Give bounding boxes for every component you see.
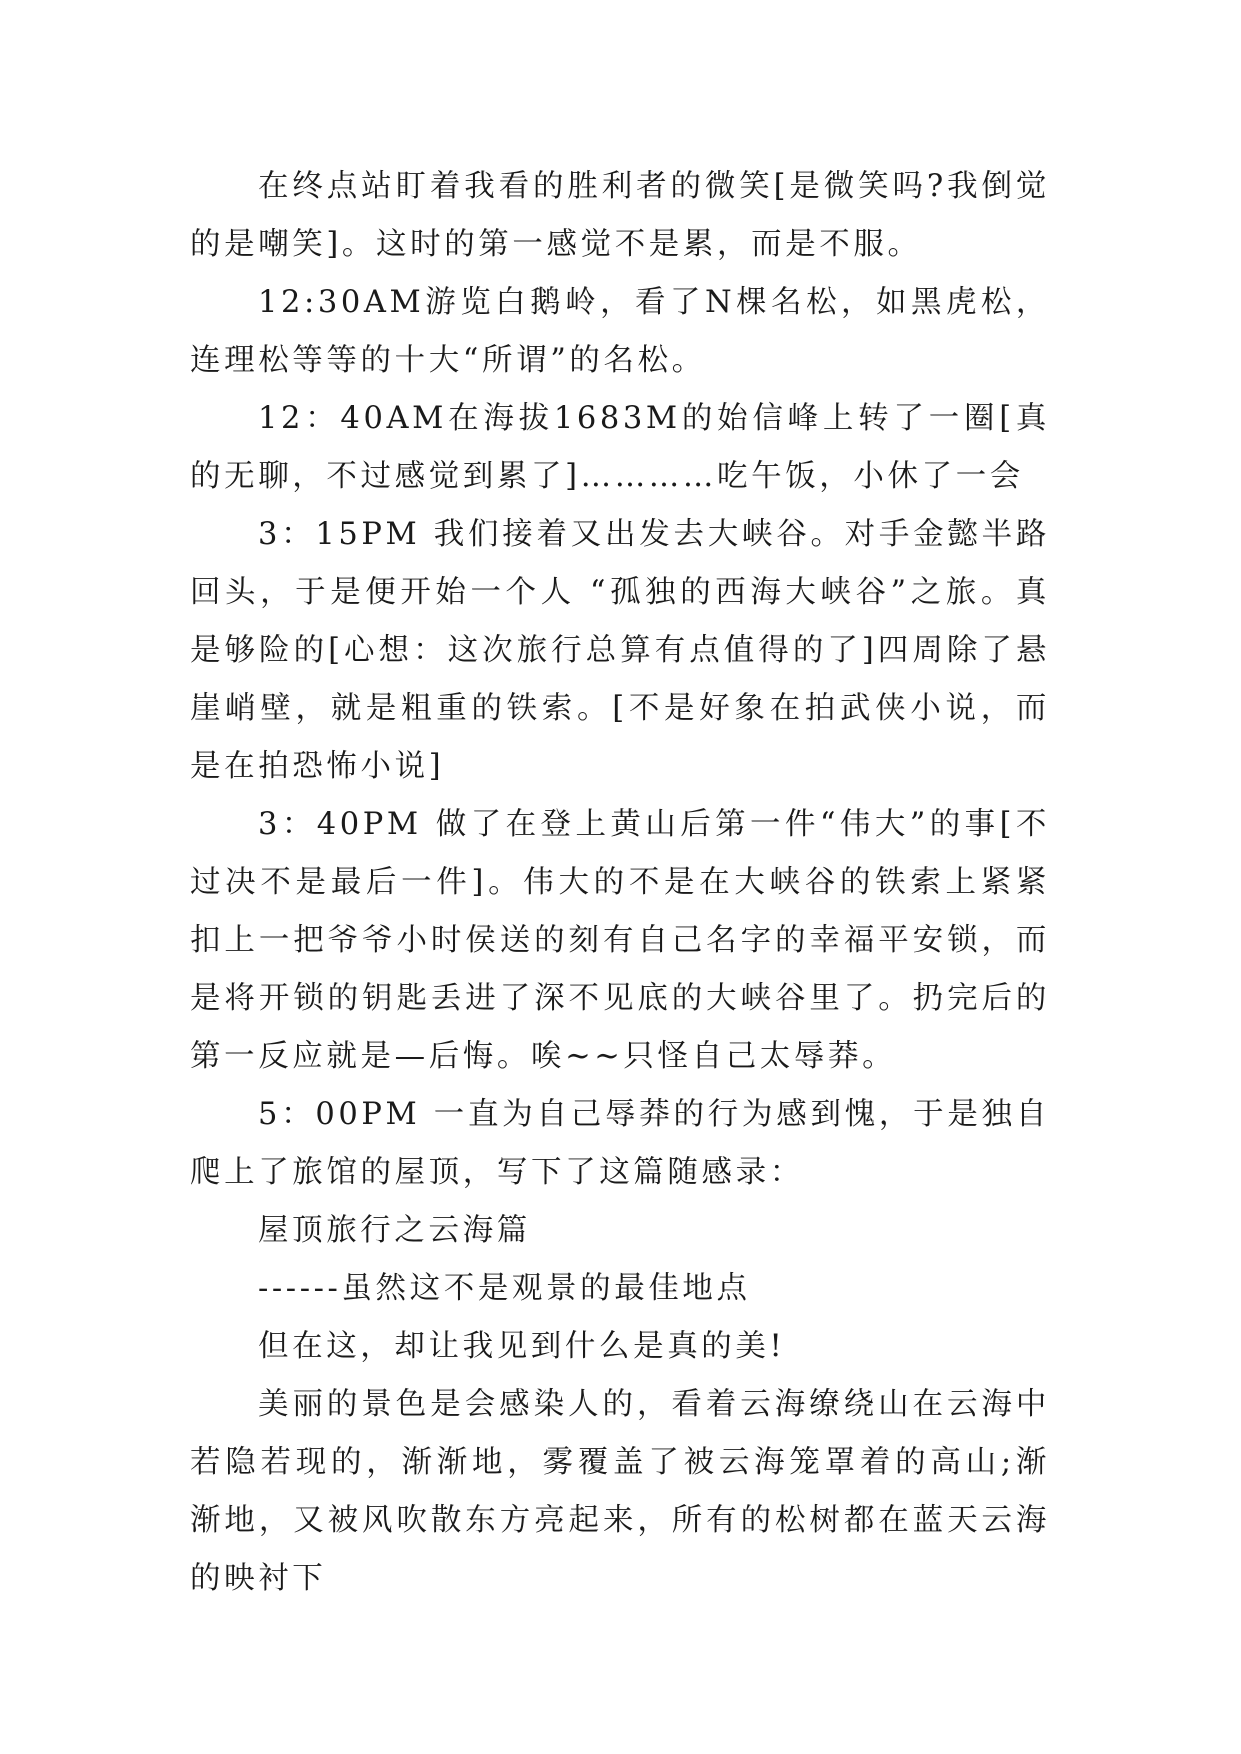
paragraph-5: 3：40PM 做了在登上黄山后第一件“伟大”的事[不过决不是最后一件]。伟大的不是在大峡谷的铁索上紧紧扣上一把爷爷小时侯送的刻有自己名字的幸福平安锁，而是将开锁的钥匙丢进了深不见底的大峡谷里了。扔完后的第一反应就是—后悔。唉~~只怪自己太辱莽。 xyxy=(190,807,1050,1074)
paragraph-6: 5：00PM 一直为自己辱莽的行为感到愧，于是独自爬上了旅馆的屋顶，写下了这篇随感录： xyxy=(190,1097,1050,1190)
paragraph-3: 12：40AM在海拔1683M的始信峰上转了一圈[真的无聊，不过感觉到累了]…………吃午饭，小休了一会 xyxy=(190,401,1050,494)
essay-title: 屋顶旅行之云海篇 xyxy=(258,1213,531,1248)
body-text xyxy=(190,158,1050,1608)
paragraph-4: 3：15PM 我们接着又出发去大峡谷。对手金懿半路回头，于是便开始一个人 “孤独的西海大峡谷”之旅。真是够险的[心想：这次旅行总算有点值得的了]四周除了悬崖峭壁，就是粗重的铁索。[不是好象在拍武侠小说，而是在拍恐怖小说] xyxy=(190,517,1050,784)
paragraph-9: 但在这，却让我见到什么是真的美! xyxy=(258,1329,786,1364)
essay-subtitle: ------虽然这不是观景的最佳地点 xyxy=(258,1271,751,1306)
paragraph-1: 在终点站盯着我看的胜利者的微笑[是微笑吗?我倒觉的是嘲笑]。这时的第一感觉不是累，而是不服。 xyxy=(190,169,1050,262)
paragraph-2: 12:30AM游览白鹅岭，看了N棵名松，如黑虎松，连理松等等的十大“所谓”的名松。 xyxy=(190,285,1050,378)
paragraph-10: 美丽的景色是会感染人的，看着云海缭绕山在云海中若隐若现的，渐渐地，雾覆盖了被云海笼罩着的高山;渐渐地，又被风吹散东方亮起来，所有的松树都在蓝天云海的映衬下 xyxy=(190,1387,1050,1596)
